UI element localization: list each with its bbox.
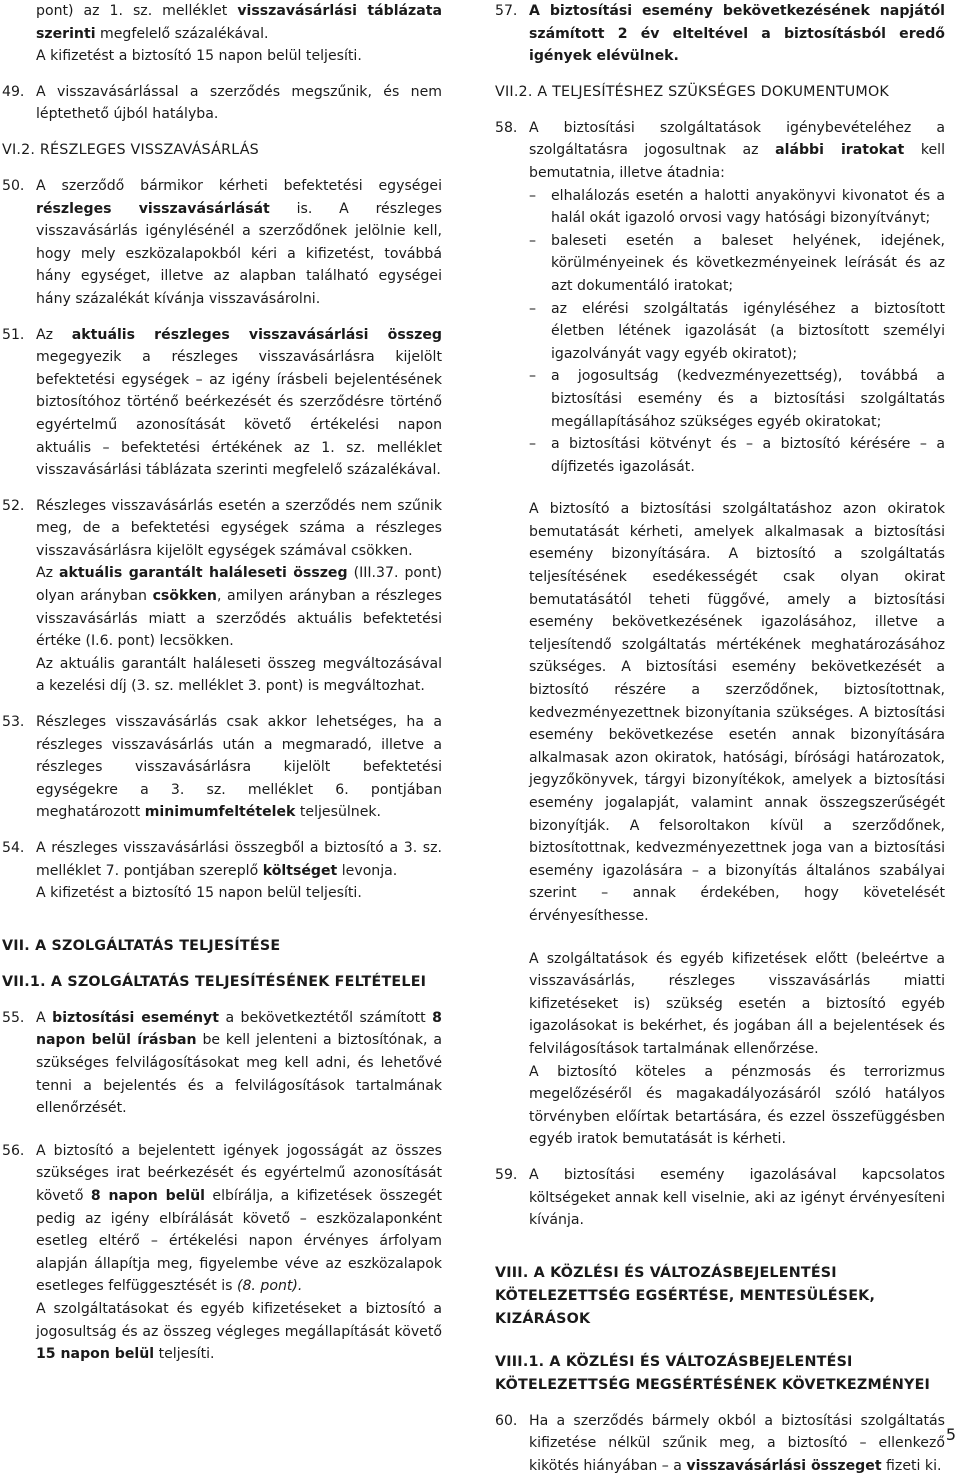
paragraph-51 — [2, 324, 442, 482]
paragraph-54 — [2, 837, 442, 905]
text: levonja. — [337, 862, 398, 879]
bold-text: A biztosítási esemény bekövetkezésének napjától számított 2 év elteltével a biztosításból eredő igények elévülnek. — [529, 3, 945, 65]
text: pont) az 1. sz. melléklet — [36, 3, 238, 19]
paragraph-number: 49. — [2, 83, 25, 100]
bold-text: minimumfeltételek — [144, 804, 296, 821]
paragraph-60 — [495, 1410, 945, 1477]
bold-text: 15 napon belül — [36, 1346, 155, 1363]
page-number: 5 — [945, 1425, 956, 1444]
paragraph-56 — [2, 1140, 442, 1366]
paragraph-text: A szolgáltatások és egyéb kifizetések előtt (beleértve a visszavásárlás, részleges visszavásárlás miatti kifizetéseket is) szükség esetén a biztosító egyéb igazolásokat is bekérhet, és jogában áll a bejelentések és felvilágosítások tartalmának ellenőrzése. — [529, 950, 945, 1057]
text: is. A részleges visszavásárlás igénylésénél a szerződőnek jelölnie kell, hogy mely eszközalapokból kéri a kifizetést, továbbá hány egységet, illetve az alapban található egységei hány százalékát kívánja visszavásárolni. — [36, 200, 443, 307]
text: Ha a szerződés bármely okból a biztosítási szolgáltatás kifizetése nélkül szűnik meg, a biztosító – ellenkező kikötés hiányában – a — [529, 1412, 945, 1474]
text: Az — [36, 565, 60, 582]
text: , amilyen arányban a részleges visszavásárlás miatt a szerződés aktuális befektetési értéke (I.6. pont) lecsökken. — [36, 588, 443, 650]
paragraph-text: Részleges visszavásárlás esetén a szerződés nem szűnik meg, de a befektetési egységek száma a részleges visszavásárlásra kijelölt egységek számával csökken. — [36, 497, 442, 559]
paragraph-58-text — [495, 498, 945, 1151]
paragraph-49 — [2, 81, 442, 126]
paragraph-text: A biztosító köteles a pénzmosás és terrorizmus megelőzéséről és magakadályozásáról szóló hatályos törvényben előírtak betartására, és ezzel összefüggésben egyéb iratok bemutatását is kérheti. — [529, 1063, 945, 1148]
paragraph-number: 59. — [495, 1166, 518, 1183]
text: a bekövetkeztétől számított — [218, 1009, 433, 1026]
list-item: – a biztosítási kötvényt és – a biztosító kérésére – a díjfizetés igazolását. — [529, 433, 945, 478]
paragraph-text: A kifizetést a biztosító 15 napon belül teljesíti. — [36, 885, 362, 902]
section-heading: VIII.1. A KÖZLÉSI ÉS VÁLTOZÁSBEJELENTÉSI KÖTELEZETTSÉG MEGSÉRTÉSÉNEK KÖVETKEZMÉNYEI — [495, 1353, 931, 1393]
paragraph-number: 57. — [495, 3, 518, 19]
text: A — [36, 1009, 53, 1026]
text: be kell jelenteni a biztosítónak, a szükséges felvilágosításokat meg kell adni, és lehetővé tenni a bejelentés és a felvilágosítások tartalmának ellenőrzését. — [36, 1032, 442, 1117]
section-heading: VII.1. A SZOLGÁLTATÁS TELJESÍTÉSÉNEK FELTÉTELEI — [2, 973, 427, 990]
bold-text: aktuális garantált haláleseti összeg — [59, 565, 348, 582]
paragraph-59 — [495, 1164, 945, 1232]
continued-paragraph — [2, 0, 442, 68]
paragraph-number: 52. — [2, 497, 25, 514]
bold-text: 8 napon belül — [90, 1187, 205, 1204]
paragraph-text: A visszavásárlással a szerződés megszűnik, és nem léptethető újból hatályba. — [36, 83, 442, 123]
list-item: – a jogosultság (kedvezményezettség), továbbá a biztosítási esemény és a biztosítási szolgáltatás megállapításához szükséges egyéb okiratokat; — [529, 365, 945, 433]
bold-text: aktuális részleges visszavásárlási összeg — [71, 326, 442, 343]
text: fizeti ki. — [881, 1457, 942, 1474]
paragraph-number: 60. — [495, 1412, 518, 1429]
left-column — [2, 0, 442, 1366]
text: teljesülnek. — [295, 804, 382, 821]
paragraph-50 — [2, 175, 442, 311]
bold-text: csökken — [152, 588, 217, 605]
paragraph-number: 55. — [2, 1009, 25, 1026]
paragraph-text: Az aktuális garantált haláleseti összeg megváltozásával a kezelési díj (3. sz. melléklet 3. pont) is megváltozhat. — [36, 655, 442, 695]
paragraph-53 — [2, 711, 442, 824]
text: A biztosítási szolgáltatások igénybevételéhez a szolgáltatásra jogosultnak az — [529, 119, 945, 159]
text: elbírálja, a kifizetések összegét pedig az igény elbírálását követő – eszközalaponként esetleg eltérő – értékelési napon érvényes árfolyam alapján állapítja meg, figyelembe véve az eszközalapok esetleges felfüggesztését is — [36, 1187, 442, 1295]
text: Az — [36, 326, 72, 343]
bold-text: alábbi iratokat — [775, 142, 905, 159]
list-item: – baleseti esetén a baleset helyének, idejének, körülményeinek és következményeinek leírását és az azt dokumentáló iratokat; — [529, 230, 945, 298]
paragraph-number: 54. — [2, 840, 25, 856]
text: kell bemutatnia, illetve átadnia: — [529, 142, 945, 181]
text: megfelelő százalékával. — [100, 25, 269, 42]
paragraph-55 — [2, 1007, 442, 1120]
section-heading: VII.2. A TELJESÍTÉSHEZ SZÜKSÉGES DOKUMENTUMOK — [495, 83, 889, 100]
paragraph-text: A biztosító a biztosítási szolgáltatáshoz azon okiratok bemutatását kérheti, amelyek alkalmasak a biztosítási esemény bizonyítására. A biztosító a szolgáltatás teljesítésének esedékességét csak olyan okirat bemutatásától teheti függővé, amely a biztosítási esemény bekövetkezésének igazolásához, illetve a teljesítendő szolgáltatás mértékének meghatározásához szükséges. A biztosítási esemény bekövetkezését a biztosító részére a szerződőnek, biztosítottnak, kedvezményezettnek bizonyítania szükséges. A biztosítási esemény bekövetkezése esetén annak bizonyítására alkalmasak azon okiratok, hatósági, bírósági határozatok, jegyzőkönyvek, tárgyi bizonyítékok, amelyek a biztosítási esemény jogalapját, valamint annak összegszerűségét bizonyítják. A felsoroltakon kívül a szerződőnek, biztosítottnak, kedvezményezettnek joga van a biztosítási esemény igazolására – a bizonyítás általános szabályai szerint – annak érdekében, hogy követelését érvényesíthesse. — [529, 501, 945, 924]
bold-text: 8 napon belül írásban — [36, 1009, 442, 1049]
text: A biztosító a bejelentett igények jogosságát az összes szükséges irat beérkezését és egyértelmű azonosítását követő — [36, 1142, 442, 1204]
paragraph-number: 58. — [495, 119, 518, 136]
text: teljesíti. — [154, 1346, 215, 1363]
text: megegyezik a részleges visszavásárlásra kijelölt befektetési egységek – az igény írásbeli bejelentésének biztosítóhoz történő beérkezését és szerződésre történő egyértelmű azonosítását követő értékelési napon aktuális – befektetési értékének az 1. sz. melléklet visszavásárlási táblázata szerinti megfelelő százalékával. — [36, 349, 442, 479]
bold-text: részleges visszavásárlását — [36, 200, 270, 217]
bold-text: visszavásárlási összeget — [686, 1457, 882, 1474]
paragraph-number: 50. — [2, 177, 25, 194]
paragraph-number: 56. — [2, 1142, 25, 1159]
text: A kifizetést a biztosító 15 napon belül teljesíti. — [36, 48, 362, 65]
text: A szerződő bármikor kérheti befektetési egységei — [36, 177, 442, 194]
bold-text: biztosítási eseményt — [52, 1009, 219, 1026]
text: A részleges visszavásárlási összegből a biztosító a 3. sz. melléklet 7. pontjában szereplő — [36, 840, 442, 879]
italic-text: (8. pont). — [236, 1278, 303, 1295]
right-column — [495, 0, 945, 1477]
list-item: – az elérési szolgáltatás igényléséhez a biztosított életben létének igazolását (a biztosított személyi igazolványát vagy egyéb okiratot); — [529, 298, 945, 366]
paragraph-number: 51. — [2, 326, 25, 343]
text: A szolgáltatásokat és egyéb kifizetéseket a biztosító a jogosultság és az összeg végleges megállapítását követő — [36, 1300, 442, 1340]
paragraph-text: A biztosítási esemény igazolásával kapcsolatos költségeket annak kell viselnie, aki az igényt érvényesíteni kívánja. — [529, 1166, 945, 1229]
text: (III.37. pont) olyan arányban — [36, 565, 442, 605]
list-item: – elhalálozás esetén a halotti anyakönyvi kivonatot és a halál okát igazoló orvosi vagy hatósági bizonyítványt; — [529, 185, 945, 230]
section-heading: VI.2. RÉSZLEGES VISSZAVÁSÁRLÁS — [2, 141, 259, 158]
chapter-heading: VII. A SZOLGÁLTATÁS TELJESÍTÉSE — [2, 937, 281, 954]
bold-text: költséget — [262, 862, 338, 879]
text: Részleges visszavásárlás csak akkor lehetséges, ha a részleges visszavásárlás után a megmaradó, illetve a részleges visszavásárlásra kijelölt befektetési egységekre a 3. sz. melléklet 6. pontjában meghatározott — [36, 714, 442, 821]
paragraph-58 — [495, 117, 945, 185]
paragraph-57 — [495, 0, 945, 68]
paragraph-number: 53. — [2, 714, 25, 731]
document-list — [495, 185, 945, 479]
paragraph-52 — [2, 495, 442, 698]
bold-text: visszavásárlási táblázata szerinti — [36, 3, 442, 42]
chapter-heading: VIII. A KÖZLÉSI ÉS VÁLTOZÁSBEJELENTÉSI KÖTELEZETTSÉG EGSÉRTÉSE, MENTESÜLÉSEK, KIZÁRÁSOK — [495, 1264, 876, 1327]
